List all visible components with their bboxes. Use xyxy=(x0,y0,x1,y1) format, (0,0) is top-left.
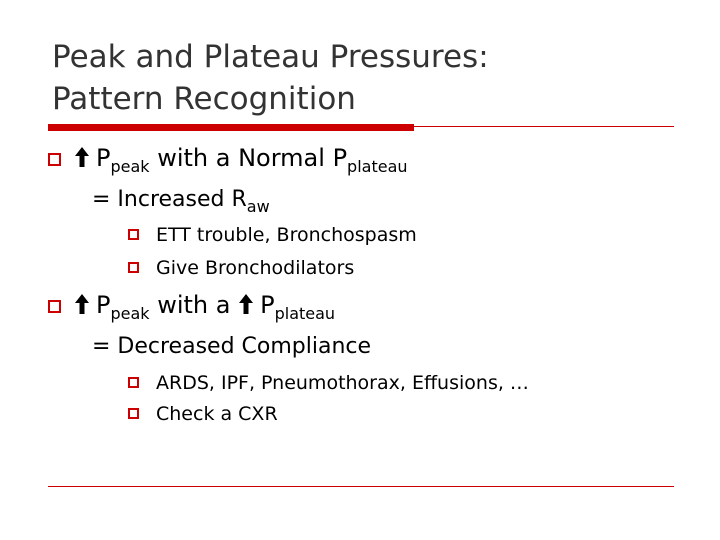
up-arrow-icon xyxy=(74,292,90,316)
raw-subscript: aw xyxy=(246,197,270,216)
p-plateau-letter: P xyxy=(260,291,275,319)
bullet-1-result xyxy=(92,186,270,214)
plateau-subscript: plateau xyxy=(274,304,336,323)
slide-title xyxy=(52,36,692,120)
title-underline-thick xyxy=(48,124,414,131)
up-arrow-icon xyxy=(238,292,254,316)
hollow-square-icon xyxy=(128,377,139,388)
up-arrow-icon xyxy=(74,145,90,169)
p-peak-letter: P xyxy=(96,144,111,172)
p-peak-letter: P xyxy=(96,291,111,319)
p-plateau-letter: P xyxy=(332,144,348,172)
result-text: = Increased R xyxy=(92,187,247,212)
title-underline-thin xyxy=(414,126,674,127)
peak-subscript: peak xyxy=(110,304,150,323)
hollow-square-icon xyxy=(128,408,139,419)
bullet-1-mid-text: with a Normal xyxy=(157,144,325,172)
bullet-2-heading xyxy=(74,290,336,323)
bullet-2-result: = Decreased Compliance xyxy=(92,334,372,359)
bullet-2-mid-text: with a xyxy=(157,291,231,319)
bullet-2-item-1: ARDS, IPF, Pneumothorax, Effusions, … xyxy=(156,372,529,394)
bullet-1-heading xyxy=(74,143,408,176)
hollow-square-icon xyxy=(128,229,139,240)
footer-rule xyxy=(48,486,674,487)
title-line-2: Pattern Recognition xyxy=(52,81,356,117)
hollow-square-icon xyxy=(48,153,61,166)
hollow-square-icon xyxy=(48,300,61,313)
plateau-subscript: plateau xyxy=(347,157,408,176)
bullet-2-item-2: Check a CXR xyxy=(156,403,278,425)
bullet-1-item-2: Give Bronchodilators xyxy=(156,257,355,279)
title-line-1: Peak and Plateau Pressures: xyxy=(52,39,489,75)
peak-subscript: peak xyxy=(110,157,150,176)
hollow-square-icon xyxy=(128,262,139,273)
bullet-1-item-1: ETT trouble, Bronchospasm xyxy=(156,224,417,246)
